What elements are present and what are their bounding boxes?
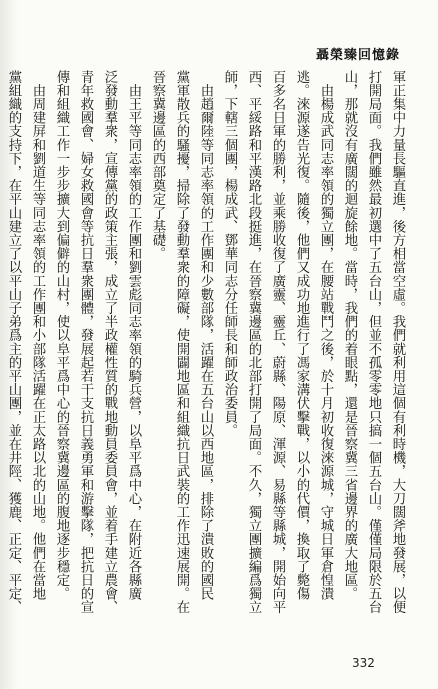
text-column: 青年救國會、婦女救國會等抗日羣衆團體，發展起若干支抗日義勇軍和游擊隊，把抗日的宣 (78, 70, 93, 614)
text-column: 軍正集中力量長驅直進，後方相當空虛。我們就利用這個有利時機，大刀闊斧地發展，以便 (390, 70, 405, 614)
text-column: 由王平等同志率領的工作團和劉雲彪同志率領的騎兵營，以阜平爲中心，在附近各縣廣 (126, 70, 141, 601)
text-column: 傳和組織工作一步步擴大到偏僻的山村，使以阜平爲中心的晉察冀邊區的腹地逐步穩定。 (54, 70, 69, 601)
text-column: 由趙爾陸等同志率領的工作團和少數部隊，活躍在五台山以西地區，排除了潰敗的國民 (198, 70, 213, 601)
running-header-title: 聶榮臻回憶錄 (315, 48, 400, 63)
text-column: 由周建屏和劉道生等同志率領的工作團和小部隊活躍在正太路以北的山地。他們在當地 (30, 70, 45, 601)
text-column: 西、平綏路和平漢路北段挺進，在晉察冀邊區的北部打開了局面。不久，獨立團擴編爲獨立 (246, 70, 261, 614)
text-column: 由楊成武同志率領的獨立團，在腰站戰鬥之後，於十月初收復淶源城，守城日軍倉惶潰 (318, 70, 333, 601)
text-column: 百多名日軍的勝利，並乘勝收復了廣靈、靈丘、蔚縣、陽原、渾源、易縣等縣城，開始向平 (270, 70, 285, 614)
text-column: 師，下轄三個團，楊成武、鄧華同志分任師長和師政治委員。 (222, 70, 237, 438)
text-column: 打開局面。我們雖然最初選中了五台山，但並不孤零零地只搞一個五台山。僅僅局限於五台 (366, 70, 381, 614)
text-column: 黨軍散兵的騷擾，掃除了發動羣衆的障礙，使開闢地區和組織抗日武裝的工作迅速展開。在 (174, 70, 189, 614)
text-column: 泛發動羣衆，宣傳黨的政策主張，成立了半政權性質的戰地動員委員會，並着手建立農會、 (102, 70, 117, 614)
text-column: 晉察冀邊區的西部奠定了基礎。 (150, 70, 165, 261)
text-column: 山，那就沒有廣闊的迴旋餘地。當時，我們的着眼點，還是晉察冀三省邊界的廣大地區。 (342, 70, 357, 601)
page-number: 332 (352, 656, 375, 670)
vertical-text-body (6, 70, 408, 638)
text-column: 逃。淶源遂告光復。隨後，他們又成功地進行了馮家溝伏擊戰，以小的代價，換取了斃傷 (294, 70, 309, 601)
text-column: 黨組織的支持下，在平山建立了以平山子弟爲主的平山團，並在井陘、獲鹿、正定、平定、 (6, 70, 21, 614)
